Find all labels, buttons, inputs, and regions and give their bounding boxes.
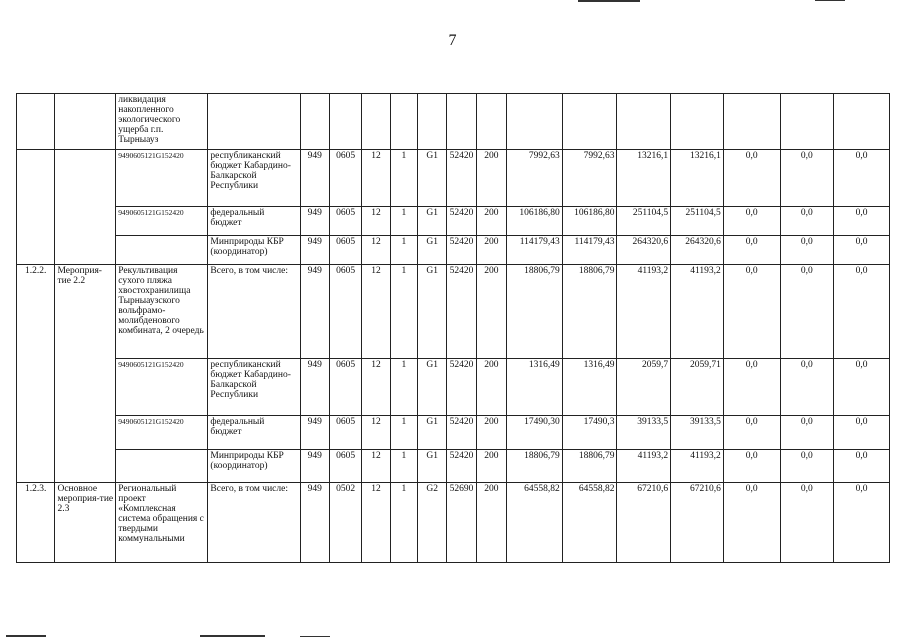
amount-cell: 41193,2: [617, 450, 671, 483]
amount-cell: 0,0: [780, 236, 834, 265]
code-program: 12: [362, 150, 390, 207]
code-program: 12: [362, 265, 390, 359]
empty-cell: [671, 94, 724, 150]
amount-cell: 18806,79: [562, 450, 617, 483]
code-grbs: 949: [300, 207, 329, 236]
code-project: G1: [418, 150, 447, 207]
amount-cell: 41193,2: [671, 265, 724, 359]
table-row: [17, 450, 890, 483]
code-rzpr: 0605: [329, 416, 361, 450]
code-grbs: 949: [300, 236, 329, 265]
code-direction: 52420: [447, 416, 476, 450]
code-subprogram: 1: [390, 265, 417, 359]
program-cell: [116, 207, 208, 236]
code-project: G1: [418, 416, 447, 450]
amount-cell: 67210,6: [617, 483, 671, 563]
amount-cell: 0,0: [723, 236, 780, 265]
amount-cell: 0,0: [723, 359, 780, 416]
code-grbs: 949: [300, 416, 329, 450]
empty-cell: [418, 94, 447, 150]
amount-cell: 7992,63: [507, 150, 563, 207]
program-cell: [116, 150, 208, 207]
amount-cell: 13216,1: [671, 150, 724, 207]
empty-cell: [329, 94, 361, 150]
event-label: Мероприя-тие 2.2: [55, 265, 116, 483]
code-vr: 200: [476, 265, 506, 359]
code-rzpr: 0605: [329, 236, 361, 265]
empty-cell: [723, 94, 780, 150]
table-row: [17, 483, 890, 563]
event-name: ликвидация накопленного экологического ущерба г.п. Тырныауз: [116, 94, 208, 150]
table-row: [17, 265, 890, 359]
funding-source: Всего, в том числе:: [208, 265, 300, 359]
code-rzpr: 0605: [329, 265, 361, 359]
amount-cell: 114179,43: [507, 236, 563, 265]
code-rzpr: 0502: [329, 483, 361, 563]
empty-cell: [208, 94, 300, 150]
program-cell: [116, 450, 208, 483]
amount-cell: 18806,79: [507, 265, 563, 359]
amount-cell: 251104,5: [617, 207, 671, 236]
funding-source: Минприроды КБР (координатор): [208, 450, 300, 483]
amount-cell: 64558,82: [562, 483, 617, 563]
amount-cell: 251104,5: [671, 207, 724, 236]
kbk-code: 9490605121G152420: [118, 208, 184, 217]
amount-cell: 64558,82: [507, 483, 563, 563]
table-row: [17, 207, 890, 236]
empty-cell: [834, 94, 890, 150]
amount-cell: 7992,63: [562, 150, 617, 207]
funding-source: Всего, в том числе:: [208, 483, 300, 563]
amount-cell: 114179,43: [562, 236, 617, 265]
scan-artifact-top: [578, 0, 640, 2]
code-program: 12: [362, 236, 390, 265]
code-program: 12: [362, 207, 390, 236]
code-vr: 200: [476, 416, 506, 450]
code-grbs: 949: [300, 150, 329, 207]
code-project: G2: [418, 483, 447, 563]
amount-cell: 1316,49: [562, 359, 617, 416]
amount-cell: 0,0: [780, 450, 834, 483]
section-number: 1.2.3.: [17, 483, 55, 563]
event-label: [55, 94, 116, 150]
table-row: [17, 359, 890, 416]
code-vr: 200: [476, 207, 506, 236]
program-cell: [116, 483, 208, 563]
code-subprogram: 1: [390, 150, 417, 207]
code-project: G1: [418, 207, 447, 236]
amount-cell: 39133,5: [617, 416, 671, 450]
empty-cell: [447, 94, 476, 150]
code-grbs: 949: [300, 265, 329, 359]
event-name: Региональный проект «Комплексная система обращения с твердыми коммунальными: [118, 484, 204, 544]
empty-cell: [300, 94, 329, 150]
empty-cell: [476, 94, 506, 150]
amount-cell: 106186,80: [562, 207, 617, 236]
code-direction: 52420: [447, 265, 476, 359]
code-program: 12: [362, 416, 390, 450]
page-number: 7: [448, 32, 457, 49]
code-subprogram: 1: [390, 416, 417, 450]
scan-artifact-bottom-mid: [200, 635, 265, 637]
table-row: [17, 416, 890, 450]
funding-source: республиканский бюджет Кабардино-Балкарской Республики: [208, 150, 300, 207]
code-subprogram: 1: [390, 450, 417, 483]
amount-cell: 0,0: [723, 416, 780, 450]
amount-cell: 0,0: [780, 150, 834, 207]
amount-cell: 0,0: [834, 150, 890, 207]
section-number: 1.2.2.: [17, 265, 55, 483]
table-row: [17, 150, 890, 207]
event-name: Рекультивация сухого пляжа хвостохранилища Тырныаузского вольфрамо-молибденового комбината, 2 очередь: [118, 266, 204, 336]
kbk-code: 9490605121G152420: [118, 151, 184, 160]
program-cell: [116, 359, 208, 416]
amount-cell: 41193,2: [671, 450, 724, 483]
empty-cell: [562, 94, 617, 150]
code-vr: 200: [476, 359, 506, 416]
funding-source: Минприроды КБР (координатор): [208, 236, 300, 265]
empty-cell: [780, 94, 834, 150]
funding-source: федеральный бюджет: [208, 207, 300, 236]
code-grbs: 949: [300, 483, 329, 563]
empty-cell: [362, 94, 390, 150]
amount-cell: 0,0: [723, 483, 780, 563]
code-direction: 52420: [447, 450, 476, 483]
program-cell: [116, 236, 208, 265]
empty-cell: [617, 94, 671, 150]
code-direction: 52420: [447, 207, 476, 236]
amount-cell: 0,0: [780, 207, 834, 236]
code-direction: 52690: [447, 483, 476, 563]
code-program: 12: [362, 450, 390, 483]
amount-cell: 41193,2: [617, 265, 671, 359]
code-rzpr: 0605: [329, 450, 361, 483]
scan-artifact-bottom-right: [300, 636, 330, 637]
amount-cell: 1316,49: [507, 359, 563, 416]
code-vr: 200: [476, 236, 506, 265]
event-label: [55, 150, 116, 265]
code-project: G1: [418, 236, 447, 265]
kbk-code: 9490605121G152420: [118, 360, 184, 369]
code-subprogram: 1: [390, 236, 417, 265]
scan-artifact-top-right: [815, 0, 845, 1]
amount-cell: 0,0: [834, 450, 890, 483]
code-direction: 52420: [447, 236, 476, 265]
amount-cell: 0,0: [834, 265, 890, 359]
amount-cell: 0,0: [723, 150, 780, 207]
amount-cell: 67210,6: [671, 483, 724, 563]
code-vr: 200: [476, 483, 506, 563]
kbk-code: 9490605121G152420: [118, 417, 184, 426]
budget-table: [16, 93, 890, 563]
amount-cell: 17490,30: [507, 416, 563, 450]
code-program: 12: [362, 483, 390, 563]
code-subprogram: 1: [390, 207, 417, 236]
table-row: [17, 94, 890, 150]
amount-cell: 0,0: [780, 265, 834, 359]
code-vr: 200: [476, 450, 506, 483]
budget-table-body: [17, 94, 890, 563]
section-number: [17, 150, 55, 265]
amount-cell: 0,0: [780, 416, 834, 450]
amount-cell: 2059,71: [671, 359, 724, 416]
program-cell: [116, 265, 208, 359]
code-project: G1: [418, 450, 447, 483]
empty-cell: [507, 94, 563, 150]
scan-artifact-bottom-left: [6, 635, 46, 637]
amount-cell: 0,0: [834, 359, 890, 416]
code-subprogram: 1: [390, 483, 417, 563]
event-label: Основное мероприя-тие 2.3: [55, 483, 116, 563]
code-program: 12: [362, 359, 390, 416]
funding-source: федеральный бюджет: [208, 416, 300, 450]
table-row: [17, 236, 890, 265]
amount-cell: 0,0: [834, 483, 890, 563]
amount-cell: 39133,5: [671, 416, 724, 450]
code-rzpr: 0605: [329, 150, 361, 207]
amount-cell: 264320,6: [617, 236, 671, 265]
amount-cell: 0,0: [834, 207, 890, 236]
code-rzpr: 0605: [329, 359, 361, 416]
amount-cell: 264320,6: [671, 236, 724, 265]
amount-cell: 0,0: [780, 359, 834, 416]
code-project: G1: [418, 265, 447, 359]
amount-cell: 0,0: [723, 207, 780, 236]
code-direction: 52420: [447, 359, 476, 416]
amount-cell: 17490,3: [562, 416, 617, 450]
amount-cell: 0,0: [780, 483, 834, 563]
amount-cell: 18806,79: [562, 265, 617, 359]
amount-cell: 13216,1: [617, 150, 671, 207]
amount-cell: 0,0: [834, 416, 890, 450]
code-direction: 52420: [447, 150, 476, 207]
program-cell: [116, 416, 208, 450]
section-number: [17, 94, 55, 150]
amount-cell: 0,0: [834, 236, 890, 265]
amount-cell: 0,0: [723, 265, 780, 359]
code-grbs: 949: [300, 359, 329, 416]
amount-cell: 106186,80: [507, 207, 563, 236]
code-grbs: 949: [300, 450, 329, 483]
amount-cell: 0,0: [723, 450, 780, 483]
code-subprogram: 1: [390, 359, 417, 416]
code-vr: 200: [476, 150, 506, 207]
amount-cell: 18806,79: [507, 450, 563, 483]
amount-cell: 2059,7: [617, 359, 671, 416]
empty-cell: [390, 94, 417, 150]
funding-source: республиканский бюджет Кабардино-Балкарской Республики: [208, 359, 300, 416]
code-rzpr: 0605: [329, 207, 361, 236]
code-project: G1: [418, 359, 447, 416]
